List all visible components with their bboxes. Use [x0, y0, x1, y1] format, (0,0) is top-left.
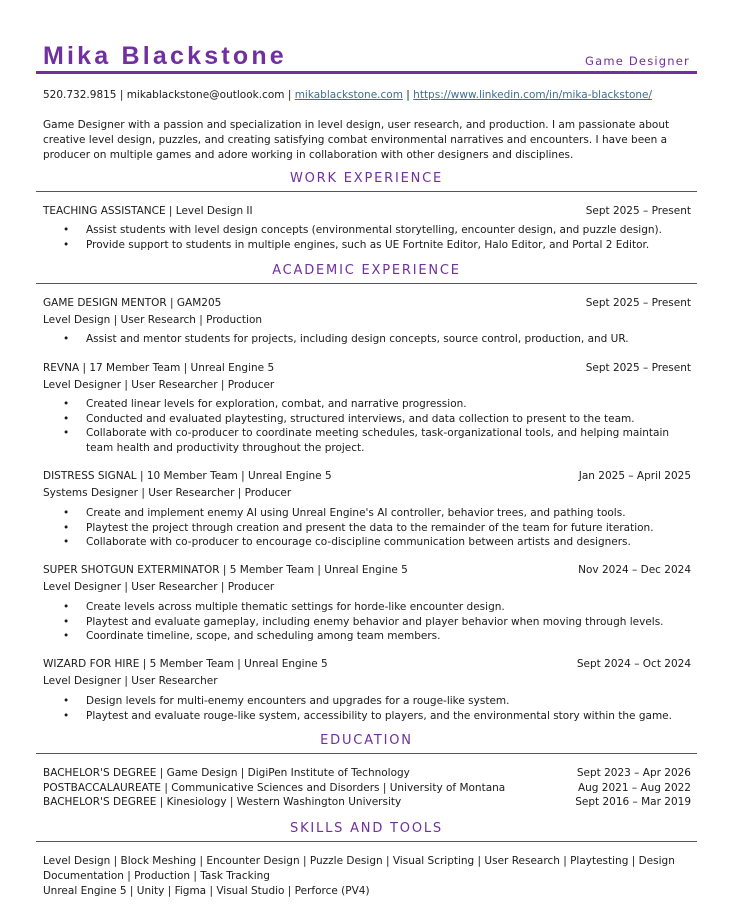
education-row — [43, 796, 691, 808]
bullet-item: • Assist and mentor students for projects, including design concepts, source control, production, and UR. — [43, 332, 691, 347]
header-divider — [36, 71, 697, 74]
entry-roles: Level Designer | User Researcher | Producer — [43, 379, 275, 391]
entry-roles: Level Designer | User Researcher — [43, 675, 218, 687]
section-divider-skills — [36, 841, 697, 842]
entry-date: Sept 2025 – Present — [585, 362, 691, 374]
bullet-item: • Create levels across multiple thematic settings for horde-like encounter design. — [43, 600, 691, 615]
section-title-academic: ACADEMIC EXPERIENCE — [272, 263, 461, 278]
entry-roles: Systems Designer | User Researcher | Producer — [43, 487, 292, 499]
bullet-item: • Playtest the project through creation and present the data to the remainder of the team for future iteration. — [43, 521, 691, 536]
entry-date: Nov 2024 – Dec 2024 — [578, 564, 691, 576]
entry-title: WIZARD FOR HIRE | 5 Member Team | Unreal Engine 5 — [43, 658, 328, 670]
degree-date: Aug 2021 – Aug 2022 — [577, 782, 691, 794]
entry-date: Jan 2025 – April 2025 — [578, 470, 691, 482]
entry-bullets — [43, 506, 691, 550]
section-title-work: WORK EXPERIENCE — [289, 171, 444, 186]
section-divider-work — [36, 191, 697, 192]
entry-header — [43, 470, 691, 482]
entry-roles: Level Designer | User Researcher | Producer — [43, 581, 275, 593]
degree-date: Sept 2023 – Apr 2026 — [576, 767, 691, 779]
website-link[interactable]: mikablackstone.com — [294, 89, 403, 101]
education-row — [43, 767, 691, 779]
entry-date: Sept 2025 – Present — [585, 297, 691, 309]
entry-title: GAME DESIGN MENTOR | GAM205 — [43, 297, 222, 309]
skills-line: Level Design | Block Meshing | Encounter Design | Puzzle Design | Visual Scripting | User Research | Playtesting | Design Documentation | Production | Task Tracking — [43, 855, 675, 882]
entry-bullets — [43, 223, 691, 252]
tools-line: Unreal Engine 5 | Unity | Figma | Visual Studio | Perforce (PV4) — [43, 884, 370, 897]
entry-date: Sept 2024 – Oct 2024 — [576, 658, 691, 670]
bullet-item: • Collaborate with co-producer to coordinate meeting schedules, task-organizational tools, and helping maintain team health and productivity throughout the project. — [43, 426, 691, 455]
bullet-item: • Created linear levels for exploration, combat, and narrative progression. — [43, 397, 691, 412]
bullet-item: • Conducted and evaluated playtesting, structured interviews, and data collection to present to the team. — [43, 412, 691, 427]
section-title-education: EDUCATION — [320, 733, 413, 748]
phone-number: 520.732.9815 — [43, 89, 117, 101]
applicant-role: Game Designer — [584, 54, 690, 68]
applicant-name: Mika Blackstone — [43, 42, 287, 70]
entry-header — [43, 362, 691, 374]
entry-bullets — [43, 332, 691, 347]
entry-roles: Level Design | User Research | Production — [43, 314, 263, 326]
email-address: mikablackstone@outlook.com — [126, 89, 285, 101]
entry-bullets — [43, 600, 691, 644]
entry-title: REVNA | 17 Member Team | Unreal Engine 5 — [43, 362, 275, 374]
section-title-skills: SKILLS AND TOOLS — [290, 821, 443, 836]
bullet-item: • Design levels for multi-enemy encounters and upgrades for a rouge-like system. — [43, 694, 691, 709]
bullet-item: • Playtest and evaluate rouge-like system, accessibility to players, and the environmental story within the game. — [43, 709, 691, 724]
entry-title: DISTRESS SIGNAL | 10 Member Team | Unreal Engine 5 — [43, 470, 332, 482]
entry-header — [43, 297, 691, 309]
contact-separator: | — [116, 89, 127, 101]
bullet-item: • Coordinate timeline, scope, and scheduling among team members. — [43, 629, 691, 644]
entry-header — [43, 205, 691, 217]
degree-text: BACHELOR'S DEGREE | Game Design | DigiPen Institute of Technology — [43, 767, 410, 779]
bullet-item: • Create and implement enemy AI using Unreal Engine's AI controller, behavior trees, and pathing tools. — [43, 506, 691, 521]
bullet-item: • Playtest and evaluate gameplay, including enemy behavior and player behavior when moving through levels. — [43, 615, 691, 630]
entry-bullets — [43, 694, 691, 723]
section-divider-education — [36, 753, 697, 754]
contact-separator: | — [284, 89, 295, 101]
entry-date: Sept 2025 – Present — [585, 205, 691, 217]
entry-header — [43, 658, 691, 670]
degree-text: POSTBACCALAUREATE | Communicative Sciences and Disorders | University of Montana — [43, 782, 506, 794]
degree-text: BACHELOR'S DEGREE | Kinesiology | Western Washington University — [43, 796, 402, 808]
entry-title: SUPER SHOTGUN EXTERMINATOR | 5 Member Team | Unreal Engine 5 — [43, 564, 408, 576]
bullet-item: • Assist students with level design concepts (environmental storytelling, encounter design, and puzzle design). — [43, 223, 691, 238]
contact-line — [43, 89, 652, 101]
degree-date: Sept 2016 – Mar 2019 — [575, 796, 691, 808]
contact-separator: | — [402, 89, 414, 101]
linkedin-link[interactable]: https://www.linkedin.com/in/mika-blackstone/ — [413, 89, 653, 101]
profile-summary: Game Designer with a passion and specialization in level design, user research, and production. I am passionate about creative level design, puzzles, and creating satisfying combat environmental narratives and encounters. I have been a producer on multiple games and adore working in collaboration with other designers and disciplines. — [43, 119, 670, 161]
entry-header — [43, 564, 691, 576]
bullet-item: • Collaborate with co-producer to encourage co-discipline communication between artists and designers. — [43, 535, 691, 550]
bullet-item: • Provide support to students in multiple engines, such as UE Fortnite Editor, Halo Editor, and Portal 2 Editor. — [43, 238, 691, 253]
entry-bullets — [43, 397, 691, 455]
skills-list — [43, 854, 693, 898]
entry-title: TEACHING ASSISTANCE | Level Design II — [43, 205, 253, 217]
section-divider-academic — [36, 283, 697, 284]
education-row — [43, 782, 691, 794]
